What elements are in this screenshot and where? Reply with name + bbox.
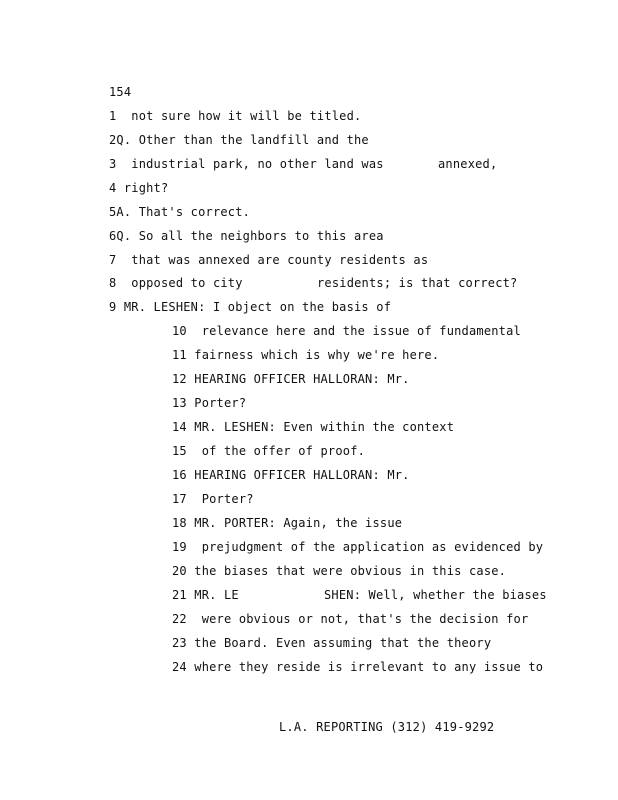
transcript-line: 6Q. So all the neighbors to this area (109, 229, 384, 243)
transcript-line: 20 the biases that were obvious in this case. (172, 564, 507, 578)
transcript-line: 3 industrial park, no other land was (109, 157, 384, 171)
transcript-line: 21 MR. LE (172, 588, 239, 602)
transcript-line: 12 HEARING OFFICER HALLORAN: Mr. (172, 372, 410, 386)
transcript-line: 11 fairness which is why we're here. (172, 348, 440, 362)
transcript-line: 2Q. Other than the landfill and the (109, 133, 369, 147)
transcript-line: 17 Porter? (172, 492, 254, 506)
transcript-line: 9 MR. LESHEN: I object on the basis of (109, 300, 392, 314)
transcript-line: 22 were obvious or not, that's the decision for (172, 612, 529, 626)
transcript-line: 4 right? (109, 181, 169, 195)
transcript-line: 15 of the offer of proof. (172, 444, 366, 458)
transcript-line: 19 prejudgment of the application as evidenced by (172, 540, 544, 554)
transcript-line: 14 MR. LESHEN: Even within the context (172, 420, 455, 434)
transcript-line: 13 Porter? (172, 396, 247, 410)
transcript-line: 5A. That's correct. (109, 205, 251, 219)
transcript-line: 8 opposed to city (109, 276, 243, 290)
transcript-line: 1 not sure how it will be titled. (109, 109, 362, 123)
transcript-line-fragment: annexed, (438, 157, 498, 171)
transcript-line: 16 HEARING OFFICER HALLORAN: Mr. (172, 468, 410, 482)
transcript-line-fragment: residents; is that correct? (317, 276, 518, 290)
transcript-line: 18 MR. PORTER: Again, the issue (172, 516, 403, 530)
footer-reporting: L.A. REPORTING (312) 419-9292 (279, 720, 495, 734)
transcript-line: 10 relevance here and the issue of fundamental (172, 324, 521, 338)
page-number: 154 (109, 85, 132, 99)
transcript-line: 24 where they reside is irrelevant to any issue to (172, 660, 544, 674)
transcript-line: 7 that was annexed are county residents as (109, 253, 429, 267)
transcript-line: 23 the Board. Even assuming that the theory (172, 636, 492, 650)
transcript-line-fragment: SHEN: Well, whether the biases (324, 588, 547, 602)
